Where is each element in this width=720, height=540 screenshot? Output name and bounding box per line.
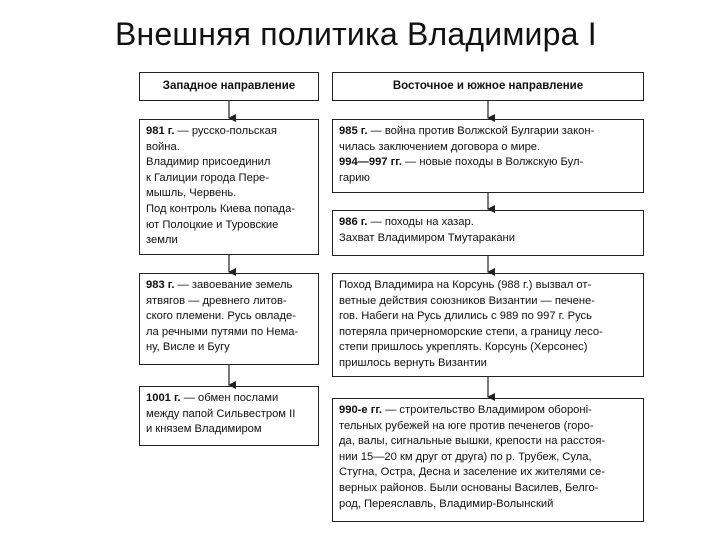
box-line: [339, 171, 637, 187]
line-text: ну, Висле и Бугу: [146, 341, 230, 354]
west-box-981: [139, 119, 319, 255]
box-line: [146, 391, 312, 407]
header-east: Восточное и южное направление: [332, 72, 644, 101]
line-text: ветные действия союзников Византии — печене-: [339, 294, 595, 307]
line-text: гарию: [339, 171, 370, 184]
line-text: война.: [146, 140, 180, 153]
date-label: 990-е гг.: [339, 404, 383, 416]
box-line: [339, 124, 637, 140]
line-text: — война против Волжской Булгарии закон-: [367, 125, 595, 137]
line-text: чилась заключением договора о мире.: [339, 140, 541, 153]
line-text: ского племени. Русь овладе-: [146, 310, 296, 323]
line-text: — завоевание земель: [174, 279, 293, 291]
box-line: [339, 419, 637, 435]
box-line: [339, 465, 637, 481]
west-box-1001: [139, 386, 319, 446]
line-text: степи пришлось укреплять. Корсунь (Херсонес): [339, 341, 588, 354]
box-line: [146, 233, 312, 249]
line-text: — обмен послами: [180, 392, 279, 404]
line-text: Стугна, Остра, Десна и заселение их жителями се-: [339, 466, 605, 479]
line-text: род, Переяславль, Владимир-Волынский: [339, 497, 554, 510]
box-line: [146, 309, 312, 325]
box-line: [146, 171, 312, 187]
box-line: [146, 202, 312, 218]
slide-title: Внешняя политика Владимира I: [115, 16, 597, 52]
box-line: [146, 140, 312, 156]
box-line: [339, 340, 637, 356]
line-text: пришлось вернуть Византии: [339, 356, 487, 369]
date-label: 983 г.: [146, 279, 175, 291]
line-text: ют Полоцкие и Туровские: [146, 218, 279, 231]
line-text: — походы на хазар.: [367, 216, 474, 228]
box-line: [339, 356, 637, 372]
line-text: к Галиции города Пере-: [146, 171, 269, 184]
header-west: Западное направление: [139, 72, 319, 101]
east-box-korsun: [332, 273, 644, 377]
east-box-986: [332, 210, 644, 256]
date-label: 985 г.: [339, 125, 368, 137]
line-text: земли: [146, 234, 178, 247]
date-label: 1001 г.: [146, 392, 181, 404]
line-text: нии 15—20 км друг от друга) по р. Трубеж, Сула,: [339, 450, 592, 463]
line-text: Под контроль Киева попада-: [146, 202, 296, 215]
line-text: и князем Владимиром: [146, 423, 262, 436]
line-text: мышль, Червень.: [146, 187, 237, 200]
west-box-983: [139, 273, 319, 365]
box-line: [339, 497, 637, 513]
line-text: да, валы, сигнальные вышки, крепости на расстоя-: [339, 435, 606, 448]
box-line: [339, 403, 637, 419]
box-line: [339, 231, 637, 247]
box-line: [146, 124, 312, 140]
box-line: [339, 140, 637, 156]
line-text: — новые походы в Волжскую Бул-: [401, 156, 584, 169]
line-text: ятвягов — древнего литов-: [146, 294, 287, 307]
date-label: 994—997 гг.: [339, 156, 402, 169]
box-line: [339, 155, 637, 171]
box-line: [339, 309, 637, 325]
east-box-985: [332, 119, 644, 193]
line-text: гов. Набеги на Русь длились с 989 по 997 г. Русь: [339, 310, 592, 323]
box-line: [339, 294, 637, 310]
box-line: [339, 481, 637, 497]
box-line: [146, 407, 312, 423]
box-line: [339, 215, 637, 231]
line-text: — русско-польская: [174, 125, 277, 137]
line-text: тельных рубежей на юге против печенегов (горо-: [339, 419, 594, 432]
box-line: [146, 294, 312, 310]
line-text: Владимир присоединил: [146, 156, 271, 169]
line-text: — строительство Владимиром обороні-: [382, 404, 592, 416]
line-text: Захват Владимиром Тмутаракани: [339, 231, 515, 244]
box-line: [146, 155, 312, 171]
line-text: Поход Владимира на Корсунь (988 г.) вызвал от-: [339, 279, 592, 291]
box-line: [339, 434, 637, 450]
box-line: [339, 450, 637, 466]
box-line: [146, 218, 312, 234]
box-line: [146, 186, 312, 202]
line-text: потеряла причерноморские степи, а границу лесо-: [339, 325, 603, 338]
box-line: [339, 325, 637, 341]
line-text: между папой Сильвестром II: [146, 407, 296, 420]
east-box-990s: [332, 398, 644, 522]
date-label: 981 г.: [146, 125, 175, 137]
line-text: ла речными путями по Нема-: [146, 325, 299, 338]
date-label: 986 г.: [339, 216, 368, 228]
box-line: [146, 422, 312, 438]
box-line: [146, 340, 312, 356]
box-line: [146, 325, 312, 341]
box-line: [146, 278, 312, 294]
line-text: верных районов. Были основаны Василев, Белго-: [339, 481, 599, 494]
box-line: [339, 278, 637, 294]
